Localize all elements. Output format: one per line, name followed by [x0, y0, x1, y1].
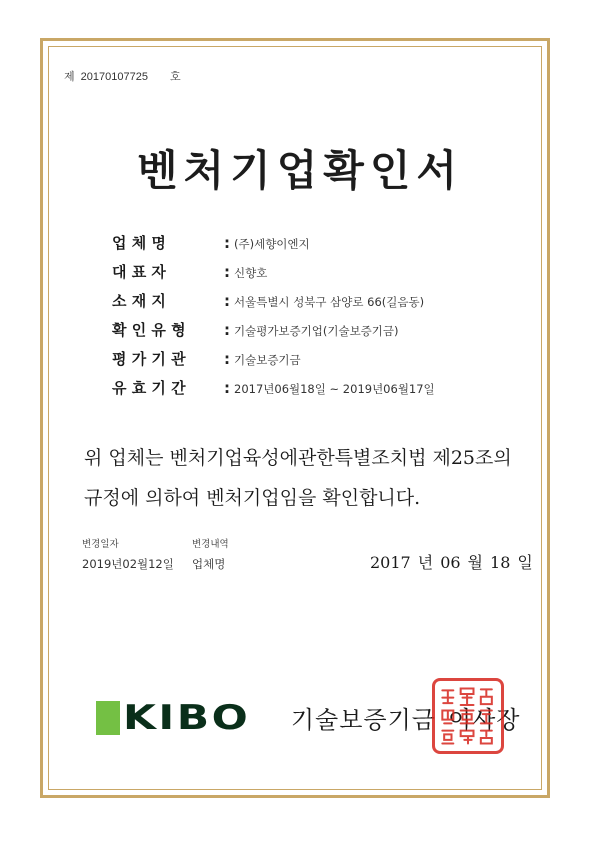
issue-year-unit: 년 — [417, 553, 434, 572]
certificate-number-prefix: 제 — [64, 70, 75, 83]
field-value: 기술평가보증기업(기술보증기금) — [234, 324, 399, 338]
kibo-logo — [96, 697, 251, 738]
change-record-header — [82, 536, 229, 550]
issue-date — [370, 550, 533, 573]
field-representative — [112, 261, 552, 290]
logo-text: KIBO — [123, 697, 251, 738]
field-label — [112, 261, 220, 282]
field-value: (주)세향이엔지 — [234, 237, 310, 251]
change-date-value: 2019년02월12일 — [82, 557, 174, 571]
logo-green-block — [96, 701, 120, 735]
statement-line-1: 위 업체는 벤처기업육성에관한특별조치법 제25조의 — [84, 447, 512, 469]
issue-month: 06 — [440, 553, 461, 572]
issuer-name: 기술보증기금 — [290, 706, 436, 734]
field-colon: : — [224, 321, 230, 339]
certificate-fields — [112, 232, 552, 406]
field-label — [112, 319, 220, 340]
field-colon: : — [224, 350, 230, 368]
document-title: 벤처기업확인서 — [136, 146, 463, 195]
field-label-text: 유 효 기 간 — [112, 379, 186, 397]
field-label-text: 소 재 지 — [112, 292, 166, 310]
change-content-header: 변경내역 — [192, 539, 229, 550]
seal-glyph-pattern — [435, 681, 501, 751]
statement-line-2: 규정에 의하여 벤처기업임을 확인합니다. — [84, 487, 421, 509]
field-value: 기술보증기금 — [234, 353, 301, 367]
issuer-role: 이사장 — [447, 706, 521, 734]
field-validity-period — [112, 377, 552, 406]
field-value: 서울특별시 성북구 삼양로 66(길음동) — [234, 295, 425, 309]
field-label-text: 대 표 자 — [112, 263, 166, 281]
issue-day-unit: 일 — [517, 553, 533, 572]
field-label — [112, 348, 220, 369]
issue-year: 2017 — [370, 553, 411, 572]
field-value: 신향호 — [234, 266, 268, 280]
field-label-text: 평 가 기 관 — [112, 350, 186, 368]
field-evaluation-agency — [112, 348, 552, 377]
certificate-number-value: 20170107725 — [80, 71, 148, 83]
field-address — [112, 290, 552, 319]
field-confirmation-type — [112, 319, 552, 348]
change-record-row — [82, 556, 229, 572]
change-record — [82, 536, 229, 572]
issue-month-unit: 월 — [467, 553, 484, 572]
field-label-text: 업 체 명 — [112, 234, 166, 252]
certificate-number-suffix: 호 — [169, 70, 181, 83]
field-label — [112, 377, 220, 398]
field-colon: : — [224, 263, 230, 281]
change-content-value: 업체명 — [192, 557, 226, 571]
field-label — [112, 290, 220, 311]
field-label-text: 확 인 유 형 — [112, 321, 186, 339]
issue-day: 18 — [490, 553, 511, 572]
field-colon: : — [224, 379, 230, 397]
change-date-header: 변경일자 — [82, 539, 119, 550]
official-seal-stamp — [432, 678, 504, 754]
field-label — [112, 232, 220, 253]
certificate-number — [64, 68, 181, 84]
field-colon: : — [224, 234, 230, 252]
field-colon: : — [224, 292, 230, 310]
field-company-name — [112, 232, 552, 261]
field-value: 2017년06월18일 ~ 2019년06월17일 — [234, 382, 435, 396]
certification-statement — [84, 438, 554, 518]
